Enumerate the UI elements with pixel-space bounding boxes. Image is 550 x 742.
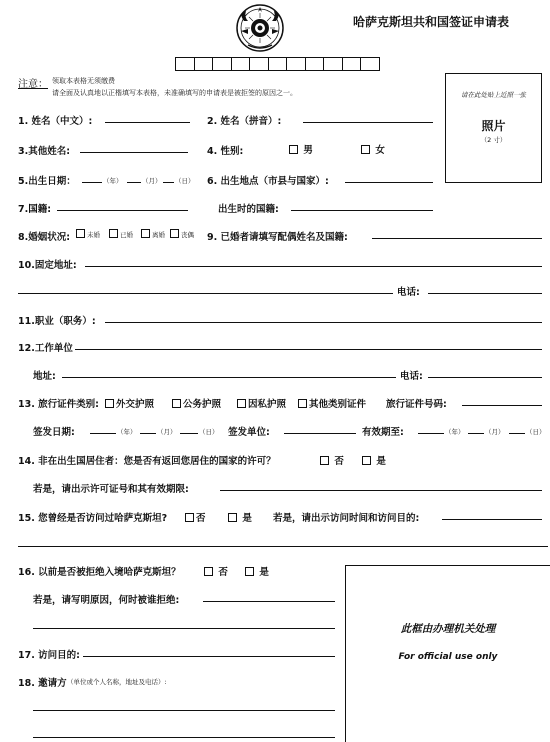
visit-info-line-1[interactable] bbox=[442, 519, 542, 520]
other-names-line[interactable] bbox=[80, 152, 188, 153]
f15-yes[interactable]: 是 bbox=[228, 510, 252, 524]
issue-month-line[interactable] bbox=[140, 433, 156, 434]
f16-if-label: 若是，请写明原因，何时被谁拒绝: bbox=[33, 595, 180, 606]
checkbox-private[interactable] bbox=[237, 399, 246, 408]
marital-married[interactable]: 已婚 bbox=[109, 229, 133, 239]
birth-nationality-label: 出生时的国籍: bbox=[218, 204, 279, 215]
phone-label-2: 电话: bbox=[400, 371, 423, 382]
marital-divorced[interactable]: 离婚 bbox=[141, 229, 165, 239]
checkbox-married[interactable] bbox=[109, 229, 118, 238]
work-address-label: 地址: bbox=[33, 371, 56, 382]
doc-other[interactable]: 其他类别证件 bbox=[298, 396, 366, 410]
name-pinyin-line[interactable] bbox=[303, 122, 433, 123]
photo-box bbox=[445, 73, 542, 183]
f14-if-label: 若是，请出示许可证号和其有效期限: bbox=[33, 484, 189, 495]
checkbox-divorced[interactable] bbox=[141, 229, 150, 238]
form-title: 哈萨克斯坦共和国签证申请表 bbox=[353, 15, 510, 29]
checkbox-f16-no[interactable] bbox=[204, 567, 213, 576]
marital-widowed[interactable]: 丧偶 bbox=[170, 229, 194, 239]
field-15-label: 15. 您曾经是否访问过哈萨克斯坦? bbox=[18, 513, 168, 524]
doc-number-label: 旅行证件号码: bbox=[386, 399, 447, 410]
birth-nationality-line[interactable] bbox=[291, 210, 433, 211]
field-6-label: 6. 出生地点（市县与国家）: bbox=[207, 176, 329, 187]
photo-title: 照片 bbox=[481, 119, 506, 133]
checkbox-unmarried[interactable] bbox=[76, 229, 85, 238]
checkbox-male[interactable] bbox=[289, 145, 298, 154]
birth-day-line[interactable] bbox=[163, 182, 174, 183]
checkbox-f15-yes[interactable] bbox=[228, 513, 237, 522]
notes-line-1: 领取本表格无须缴费 bbox=[52, 77, 115, 85]
refusal-line-1[interactable] bbox=[203, 601, 335, 602]
field-18-label: 18. 邀请方 bbox=[18, 678, 67, 689]
valid-month-line[interactable] bbox=[468, 433, 484, 434]
doc-private[interactable]: 因私护照 bbox=[237, 396, 286, 410]
birth-month-line[interactable] bbox=[127, 182, 141, 183]
field-2-label: 2. 姓名（拼音）: bbox=[207, 116, 282, 127]
checkbox-diplomatic[interactable] bbox=[105, 399, 114, 408]
gender-female[interactable]: 女 bbox=[361, 142, 385, 156]
field-7-label: 7.国籍: bbox=[18, 204, 52, 215]
gender-male[interactable]: 男 bbox=[289, 142, 313, 156]
f14-yes[interactable]: 是 bbox=[362, 453, 386, 467]
issue-year-line[interactable] bbox=[90, 433, 116, 434]
field-17-label: 17. 访问目的: bbox=[18, 650, 80, 661]
checkbox-f16-yes[interactable] bbox=[245, 567, 254, 576]
photo-size: （2 寸） bbox=[480, 136, 507, 144]
checkbox-official[interactable] bbox=[172, 399, 181, 408]
field-3-label: 3.其他姓名: bbox=[18, 146, 71, 157]
doc-diplomatic[interactable]: 外交护照 bbox=[105, 396, 154, 410]
name-cn-line[interactable] bbox=[105, 122, 190, 123]
field-4-label: 4. 性别: bbox=[207, 146, 244, 157]
inviter-line-1[interactable] bbox=[33, 710, 335, 711]
field-18-note: （单位或个人名称，地址及电话）: bbox=[67, 678, 167, 686]
checkbox-widowed[interactable] bbox=[170, 229, 179, 238]
issue-date-label: 签发日期: bbox=[33, 427, 75, 438]
marital-unmarried[interactable]: 未婚 bbox=[76, 229, 100, 239]
birthplace-line[interactable] bbox=[345, 182, 433, 183]
f15-if-label: 若是，请出示访问时间和访问目的: bbox=[273, 513, 420, 524]
checkbox-f15-no[interactable] bbox=[185, 513, 194, 522]
field-16-label: 16. 以前是否被拒绝入境哈萨克斯坦？ bbox=[18, 567, 181, 578]
field-12-label: 12.工作单位 bbox=[18, 343, 73, 354]
employer-line[interactable] bbox=[75, 349, 542, 350]
issuer-line[interactable] bbox=[284, 433, 356, 434]
photo-hint: 请在此处贴上近照一张 bbox=[461, 91, 526, 99]
valid-year-line[interactable] bbox=[418, 433, 444, 434]
refusal-line-2[interactable] bbox=[33, 628, 335, 629]
field-10-label: 10.固定地址: bbox=[18, 260, 77, 271]
field-14-label: 14. 非在出生国居住者：您是否有返回您居住的国家的许可？ bbox=[18, 456, 276, 467]
permit-line[interactable] bbox=[220, 490, 542, 491]
checkbox-f14-yes[interactable] bbox=[362, 456, 371, 465]
issue-day-line[interactable] bbox=[180, 433, 198, 434]
address-line-1[interactable] bbox=[85, 266, 542, 267]
phone-line-1[interactable] bbox=[428, 293, 542, 294]
field-9-label: 9. 已婚者请填写配偶姓名及国籍: bbox=[207, 232, 348, 243]
notes-label: 注意： bbox=[18, 79, 48, 90]
valid-until-label: 有效期至: bbox=[362, 427, 404, 438]
field-8-label: 8.婚姻状况: bbox=[18, 232, 71, 243]
valid-day-line[interactable] bbox=[509, 433, 525, 434]
address-line-2[interactable] bbox=[18, 293, 393, 294]
nationality-line[interactable] bbox=[57, 210, 188, 211]
phone-label-1: 电话: bbox=[397, 287, 420, 298]
official-use-en: For official use only bbox=[398, 652, 498, 662]
checkbox-female[interactable] bbox=[361, 145, 370, 154]
field-1-label: 1. 姓名（中文）: bbox=[18, 116, 93, 127]
visit-info-line-2[interactable] bbox=[18, 546, 548, 547]
field-13-label: 13. 旅行证件类别: bbox=[18, 399, 99, 410]
checkbox-f14-no[interactable] bbox=[320, 456, 329, 465]
doc-official[interactable]: 公务护照 bbox=[172, 396, 221, 410]
field-5-label: 5.出生日期： bbox=[18, 176, 76, 187]
purpose-line[interactable] bbox=[83, 656, 335, 657]
birth-year-line[interactable] bbox=[82, 182, 102, 183]
phone-line-2[interactable] bbox=[428, 377, 542, 378]
spouse-line[interactable] bbox=[372, 238, 542, 239]
f16-no[interactable]: 否 bbox=[204, 564, 228, 578]
inviter-line-2[interactable] bbox=[33, 737, 335, 738]
occupation-line[interactable] bbox=[105, 322, 542, 323]
official-use-cn: 此框由办理机关处理 bbox=[400, 623, 496, 635]
f15-no[interactable]: 否 bbox=[185, 510, 206, 524]
kazakhstan-emblem-icon bbox=[234, 1, 286, 53]
field-11-label: 11.职业（职务）: bbox=[18, 316, 96, 327]
f16-yes[interactable]: 是 bbox=[245, 564, 269, 578]
doc-number-line[interactable] bbox=[462, 405, 542, 406]
issuer-label: 签发单位: bbox=[228, 427, 270, 438]
application-number-boxes[interactable] bbox=[175, 57, 379, 71]
official-use-box bbox=[345, 565, 550, 742]
f14-no[interactable]: 否 bbox=[320, 453, 344, 467]
checkbox-other-doc[interactable] bbox=[298, 399, 307, 408]
notes-line-2: 请全面及认真地以正楷填写本表格，未准确填写的申请表是被拒签的原因之一。 bbox=[52, 89, 297, 97]
work-address-line[interactable] bbox=[62, 377, 396, 378]
